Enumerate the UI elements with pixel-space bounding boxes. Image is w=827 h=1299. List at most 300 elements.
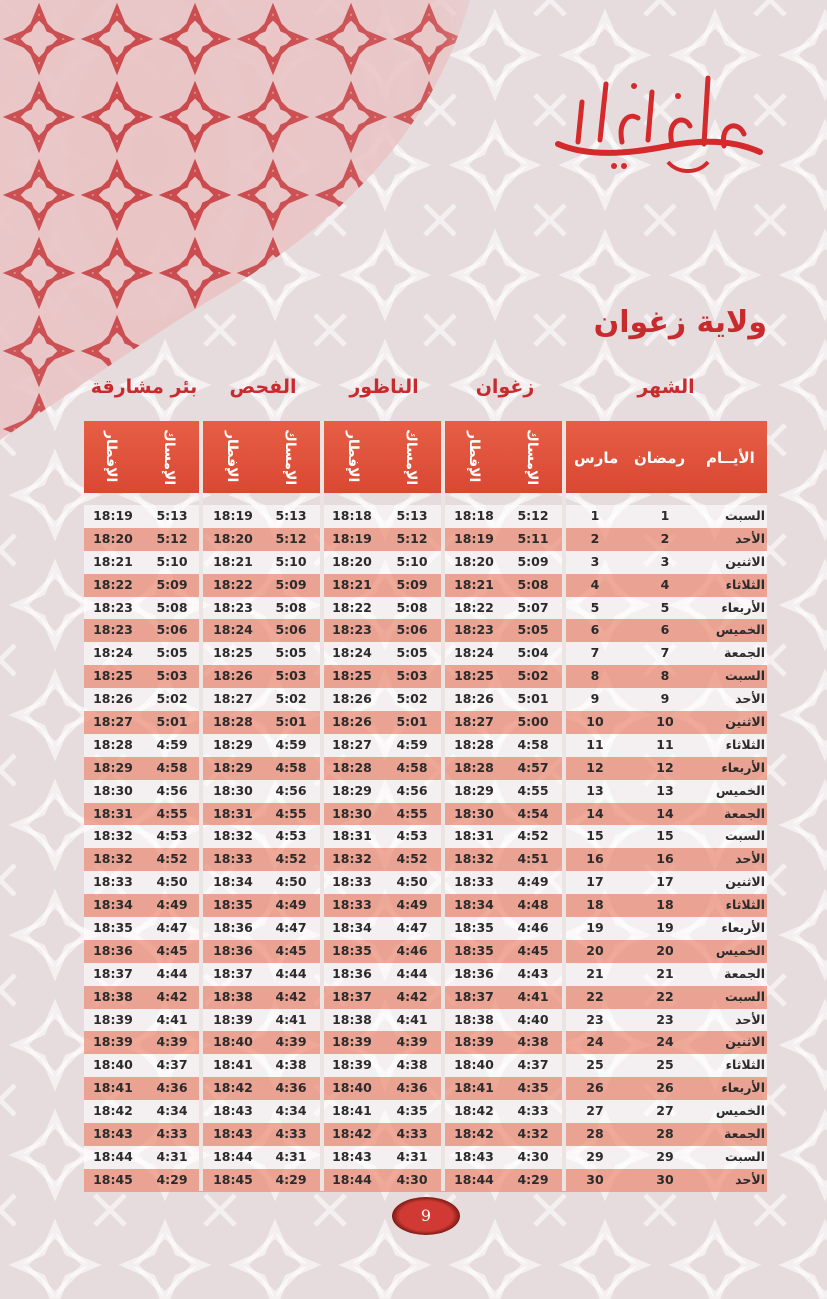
imsak-time: 4:29 (275, 1171, 307, 1187)
iftar-time: 18:43 (454, 1148, 494, 1164)
march-day: 19 (586, 920, 604, 936)
march-day: 5 (590, 599, 600, 615)
imsak-time: 5:12 (517, 508, 549, 523)
iftar-time: 18:36 (332, 965, 372, 981)
table-row (84, 619, 767, 642)
iftar-time: 18:34 (213, 874, 253, 890)
month-label: الشهر (637, 376, 695, 398)
iftar-time: 18:32 (93, 851, 133, 867)
imsak-time: 4:38 (517, 1034, 549, 1050)
imsak-time: 4:49 (275, 897, 307, 913)
iftar-time: 18:36 (93, 942, 133, 958)
imsak-time: 5:02 (517, 668, 549, 684)
iftar-time: 18:27 (213, 691, 253, 707)
march-day: 12 (586, 759, 604, 775)
iftar-time: 18:38 (213, 988, 253, 1004)
imsak-time: 4:33 (396, 1126, 428, 1142)
table-row (84, 1031, 767, 1054)
iftar-time: 18:42 (213, 1080, 253, 1096)
imsak-time: 4:38 (396, 1057, 428, 1073)
iftar-time: 18:22 (213, 576, 253, 592)
day-name: الثلاثاء (725, 736, 765, 752)
march-day: 2 (590, 530, 600, 546)
day-name: الاثنين (725, 874, 765, 890)
day-name: الأحد (735, 851, 765, 867)
iftar-time: 18:20 (93, 530, 133, 546)
imsak-time: 4:36 (156, 1080, 188, 1096)
header-days: الأيــام (706, 449, 755, 467)
header-ramadan: رمضان (634, 449, 686, 467)
ramadan-day: 1 (660, 508, 670, 523)
imsak-time: 4:55 (156, 805, 188, 821)
imsak-time: 5:06 (275, 622, 307, 638)
ramadan-day: 21 (656, 965, 674, 981)
iftar-time: 18:23 (454, 622, 494, 638)
imsak-time: 4:49 (156, 897, 188, 913)
iftar-time: 18:35 (93, 920, 133, 936)
imsak-time: 5:12 (275, 530, 307, 546)
imsak-time: 5:02 (275, 691, 307, 707)
imsak-time: 4:44 (275, 965, 307, 981)
iftar-time: 18:29 (332, 782, 372, 798)
iftar-time: 18:19 (454, 530, 494, 546)
iftar-time: 18:36 (213, 920, 253, 936)
iftar-time: 18:38 (332, 1011, 372, 1027)
table-row (84, 1054, 767, 1077)
iftar-time: 18:29 (213, 736, 253, 752)
iftar-time: 18:37 (93, 965, 133, 981)
march-day: 14 (586, 805, 604, 821)
imsak-time: 4:55 (275, 805, 307, 821)
table-row (84, 1009, 767, 1032)
march-day: 11 (586, 736, 604, 752)
imsak-time: 5:08 (156, 599, 188, 615)
header-imsak: الإمساك (403, 429, 419, 486)
iftar-time: 18:30 (93, 782, 133, 798)
column-separator (441, 421, 445, 1191)
imsak-time: 5:02 (396, 691, 428, 707)
header-imsak: الإمساك (161, 429, 177, 486)
iftar-time: 18:21 (332, 576, 372, 592)
iftar-time: 18:45 (93, 1171, 133, 1187)
imsak-time: 5:09 (517, 553, 549, 569)
ramadan-day: 10 (656, 714, 674, 730)
iftar-time: 18:19 (332, 530, 372, 546)
iftar-time: 18:24 (332, 645, 372, 661)
table-row (84, 574, 767, 597)
iftar-time: 18:31 (454, 828, 494, 844)
iftar-time: 18:43 (213, 1103, 253, 1119)
march-day: 4 (590, 576, 600, 592)
city-label-bir-mcherga: بئر مشارقة (90, 376, 198, 398)
iftar-time: 18:20 (213, 530, 253, 546)
imsak-time: 4:34 (275, 1103, 307, 1119)
ramadan-day: 4 (660, 576, 670, 592)
column-separator (199, 421, 203, 1191)
imsak-time: 4:39 (156, 1034, 188, 1050)
imsak-time: 5:07 (517, 599, 549, 615)
imsak-time: 4:44 (396, 965, 428, 981)
table-row (84, 734, 767, 757)
ramadan-day: 17 (656, 874, 674, 890)
day-name: الثلاثاء (725, 897, 765, 913)
imsak-time: 4:50 (275, 874, 307, 890)
imsak-time: 5:01 (396, 714, 428, 730)
iftar-time: 18:23 (93, 622, 133, 638)
ramadan-mubarak-logo (548, 62, 768, 182)
imsak-time: 4:39 (396, 1034, 428, 1050)
iftar-time: 18:26 (332, 691, 372, 707)
iftar-time: 18:38 (93, 988, 133, 1004)
imsak-time: 4:29 (156, 1171, 188, 1187)
header-iftar: الإفطار (466, 431, 482, 483)
imsak-time: 4:33 (275, 1126, 307, 1142)
iftar-time: 18:21 (454, 576, 494, 592)
iftar-time: 18:43 (213, 1126, 253, 1142)
imsak-time: 5:03 (156, 668, 188, 684)
iftar-time: 18:28 (213, 714, 253, 730)
table-row (84, 528, 767, 551)
iftar-time: 18:34 (93, 897, 133, 913)
imsak-time: 4:36 (396, 1080, 428, 1096)
imsak-time: 4:36 (275, 1080, 307, 1096)
iftar-time: 18:28 (454, 759, 494, 775)
table-row (84, 917, 767, 940)
imsak-time: 5:01 (156, 714, 188, 730)
iftar-time: 18:36 (454, 965, 494, 981)
iftar-time: 18:35 (213, 897, 253, 913)
iftar-time: 18:22 (93, 576, 133, 592)
iftar-time: 18:27 (93, 714, 133, 730)
imsak-time: 4:59 (156, 736, 188, 752)
imsak-time: 5:05 (275, 645, 307, 661)
imsak-time: 4:48 (517, 897, 549, 913)
imsak-time: 5:03 (275, 668, 307, 684)
imsak-time: 4:42 (156, 988, 188, 1004)
iftar-time: 18:20 (332, 553, 372, 569)
imsak-time: 5:10 (396, 553, 428, 569)
iftar-time: 18:40 (454, 1057, 494, 1073)
imsak-time: 4:51 (517, 851, 549, 867)
iftar-time: 18:36 (213, 942, 253, 958)
imsak-time: 4:50 (156, 874, 188, 890)
iftar-time: 18:43 (332, 1148, 372, 1164)
iftar-time: 18:23 (93, 599, 133, 615)
table-row (84, 1169, 767, 1192)
iftar-time: 18:25 (93, 668, 133, 684)
table-row (84, 986, 767, 1009)
city-label-zaghouan: زغوان (475, 376, 535, 398)
ramadan-day: 5 (660, 599, 670, 615)
imsak-time: 5:13 (275, 508, 307, 523)
day-name: السبت (724, 668, 765, 684)
table-row (84, 597, 767, 620)
imsak-time: 5:13 (396, 508, 428, 523)
iftar-time: 18:25 (332, 668, 372, 684)
imsak-time: 4:56 (396, 782, 428, 798)
imsak-time: 4:49 (517, 874, 549, 890)
imsak-time: 4:35 (517, 1080, 549, 1096)
table-row (84, 665, 767, 688)
march-day: 6 (590, 622, 600, 638)
ramadan-day: 28 (656, 1126, 674, 1142)
iftar-time: 18:39 (213, 1011, 253, 1027)
day-name: الأحد (735, 691, 765, 707)
table-row (84, 1146, 767, 1169)
iftar-time: 18:32 (213, 828, 253, 844)
imsak-time: 5:04 (517, 645, 549, 661)
imsak-time: 4:53 (396, 828, 428, 844)
header-iftar: الإفطار (224, 431, 240, 483)
imsak-time: 5:08 (275, 599, 307, 615)
imsak-time: 4:33 (517, 1103, 549, 1119)
ramadan-day: 6 (660, 622, 670, 638)
imsak-time: 4:55 (517, 782, 549, 798)
iftar-time: 18:19 (93, 508, 133, 523)
march-day: 13 (586, 782, 604, 798)
column-group-labels (0, 376, 827, 406)
march-day: 1 (590, 508, 600, 523)
day-name: الاثنين (725, 1034, 765, 1050)
iftar-time: 18:43 (93, 1126, 133, 1142)
iftar-time: 18:32 (332, 851, 372, 867)
imsak-time: 4:52 (396, 851, 428, 867)
imsak-time: 5:12 (396, 530, 428, 546)
iftar-time: 18:40 (93, 1057, 133, 1073)
march-day: 17 (586, 874, 604, 890)
day-name: الجمعة (723, 1126, 765, 1142)
timetable-body (84, 505, 767, 1192)
ramadan-day: 12 (656, 759, 674, 775)
iftar-time: 18:41 (454, 1080, 494, 1096)
imsak-time: 4:40 (517, 1011, 549, 1027)
iftar-time: 18:26 (93, 691, 133, 707)
iftar-time: 18:34 (332, 920, 372, 936)
iftar-time: 18:41 (332, 1103, 372, 1119)
march-day: 3 (590, 553, 600, 569)
imsak-time: 4:50 (396, 874, 428, 890)
imsak-time: 4:32 (517, 1126, 549, 1142)
table-row (84, 757, 767, 780)
iftar-time: 18:24 (454, 645, 494, 661)
column-separator (320, 421, 324, 1191)
imsak-time: 4:52 (156, 851, 188, 867)
header-march: مارس (574, 449, 619, 467)
imsak-time: 4:39 (275, 1034, 307, 1050)
imsak-time: 4:57 (517, 759, 549, 775)
ramadan-day: 25 (656, 1057, 674, 1073)
imsak-time: 4:37 (156, 1057, 188, 1073)
imsak-time: 4:41 (396, 1011, 428, 1027)
march-day: 23 (586, 1011, 604, 1027)
march-day: 26 (586, 1080, 604, 1096)
iftar-time: 18:33 (454, 874, 494, 890)
ramadan-day: 26 (656, 1080, 674, 1096)
imsak-time: 4:30 (517, 1148, 549, 1164)
day-name: الجمعة (723, 805, 765, 821)
header-iftar: الإفطار (345, 431, 361, 483)
iftar-time: 18:39 (93, 1034, 133, 1050)
imsak-time: 4:38 (275, 1057, 307, 1073)
iftar-time: 18:44 (332, 1171, 372, 1187)
imsak-time: 4:52 (517, 828, 549, 844)
imsak-time: 5:06 (396, 622, 428, 638)
iftar-time: 18:37 (332, 988, 372, 1004)
imsak-time: 5:11 (517, 530, 549, 546)
iftar-time: 18:28 (332, 759, 372, 775)
march-day: 10 (586, 714, 604, 730)
table-row (84, 1123, 767, 1146)
imsak-time: 4:54 (517, 805, 549, 821)
imsak-time: 5:08 (517, 576, 549, 592)
table-row (84, 848, 767, 871)
iftar-time: 18:21 (93, 553, 133, 569)
ramadan-day: 19 (656, 920, 674, 936)
iftar-time: 18:35 (332, 942, 372, 958)
table-row (84, 825, 767, 848)
header-iftar: الإفطار (103, 431, 119, 483)
iftar-time: 18:42 (454, 1126, 494, 1142)
day-name: الأربعاء (721, 599, 765, 615)
day-name: السبت (724, 508, 765, 523)
imsak-time: 5:05 (517, 622, 549, 638)
imsak-time: 4:47 (156, 920, 188, 936)
day-name: الخميس (715, 942, 765, 958)
imsak-time: 4:49 (396, 897, 428, 913)
iftar-time: 18:45 (213, 1171, 253, 1187)
imsak-time: 4:42 (275, 988, 307, 1004)
table-row (84, 642, 767, 665)
imsak-time: 4:34 (156, 1103, 188, 1119)
iftar-time: 18:39 (332, 1057, 372, 1073)
iftar-time: 18:42 (93, 1103, 133, 1119)
day-name: الأحد (735, 1171, 765, 1187)
imsak-time: 4:31 (275, 1148, 307, 1164)
iftar-time: 18:34 (454, 897, 494, 913)
page-number: 9 (392, 1197, 460, 1235)
iftar-time: 18:41 (213, 1057, 253, 1073)
day-name: الثلاثاء (725, 576, 765, 592)
iftar-time: 18:18 (332, 508, 372, 523)
iftar-time: 18:31 (332, 828, 372, 844)
day-name: الاثنين (725, 553, 765, 569)
imsak-time: 5:02 (156, 691, 188, 707)
ramadan-day: 29 (656, 1148, 674, 1164)
imsak-time: 4:41 (156, 1011, 188, 1027)
iftar-time: 18:37 (454, 988, 494, 1004)
march-day: 27 (586, 1103, 604, 1119)
march-day: 29 (586, 1148, 604, 1164)
imsak-time: 5:09 (396, 576, 428, 592)
day-name: السبت (724, 988, 765, 1004)
iftar-time: 18:22 (454, 599, 494, 615)
iftar-time: 18:33 (332, 897, 372, 913)
march-day: 7 (590, 645, 600, 661)
iftar-time: 18:39 (454, 1034, 494, 1050)
imsak-time: 4:41 (517, 988, 549, 1004)
column-separator (562, 421, 566, 1191)
iftar-time: 18:31 (93, 805, 133, 821)
iftar-time: 18:42 (332, 1126, 372, 1142)
table-row (84, 780, 767, 803)
march-day: 9 (590, 691, 600, 707)
imsak-time: 4:31 (396, 1148, 428, 1164)
iftar-time: 18:25 (213, 645, 253, 661)
iftar-time: 18:41 (93, 1080, 133, 1096)
ramadan-day: 7 (660, 645, 670, 661)
imsak-time: 4:42 (396, 988, 428, 1004)
imsak-time: 4:46 (396, 942, 428, 958)
march-day: 22 (586, 988, 604, 1004)
imsak-time: 4:46 (517, 920, 549, 936)
march-day: 8 (590, 668, 600, 684)
day-name: الأربعاء (721, 759, 765, 775)
iftar-time: 18:33 (93, 874, 133, 890)
iftar-time: 18:22 (332, 599, 372, 615)
imsak-time: 5:10 (275, 553, 307, 569)
imsak-time: 5:10 (156, 553, 188, 569)
table-row (84, 803, 767, 826)
iftar-time: 18:31 (213, 805, 253, 821)
imsak-time: 4:59 (275, 736, 307, 752)
iftar-time: 18:18 (454, 508, 494, 523)
header-city-zaghouan (445, 421, 562, 493)
ramadan-day: 8 (660, 668, 670, 684)
iftar-time: 18:44 (454, 1171, 494, 1187)
imsak-time: 4:45 (156, 942, 188, 958)
table-row (84, 963, 767, 986)
imsak-time: 4:37 (517, 1057, 549, 1073)
imsak-time: 4:58 (396, 759, 428, 775)
ramadan-day: 16 (656, 851, 674, 867)
iftar-time: 18:29 (213, 759, 253, 775)
iftar-time: 18:24 (93, 645, 133, 661)
day-name: السبت (724, 1148, 765, 1164)
imsak-time: 5:05 (396, 645, 428, 661)
iftar-time: 18:23 (213, 599, 253, 615)
ramadan-day: 27 (656, 1103, 674, 1119)
header-imsak: الإمساك (524, 429, 540, 486)
iftar-time: 18:32 (93, 828, 133, 844)
iftar-time: 18:19 (213, 508, 253, 523)
imsak-time: 5:09 (275, 576, 307, 592)
imsak-time: 4:58 (517, 736, 549, 752)
day-name: الخميس (715, 1103, 765, 1119)
table-row (84, 1077, 767, 1100)
iftar-time: 18:37 (213, 965, 253, 981)
imsak-time: 4:55 (396, 805, 428, 821)
imsak-time: 4:45 (517, 942, 549, 958)
ramadan-day: 3 (660, 553, 670, 569)
day-name: الاثنين (725, 714, 765, 730)
march-day: 24 (586, 1034, 604, 1050)
imsak-time: 4:45 (275, 942, 307, 958)
imsak-time: 4:53 (156, 828, 188, 844)
ramadan-day: 2 (660, 530, 670, 546)
iftar-time: 18:35 (454, 942, 494, 958)
iftar-time: 18:30 (332, 805, 372, 821)
ramadan-day: 18 (656, 897, 674, 913)
ramadan-day: 30 (656, 1171, 674, 1187)
table-row (84, 505, 767, 528)
march-day: 15 (586, 828, 604, 844)
march-day: 28 (586, 1126, 604, 1142)
imsak-time: 5:01 (275, 714, 307, 730)
imsak-time: 4:44 (156, 965, 188, 981)
imsak-time: 4:52 (275, 851, 307, 867)
table-row (84, 894, 767, 917)
ramadan-day: 14 (656, 805, 674, 821)
